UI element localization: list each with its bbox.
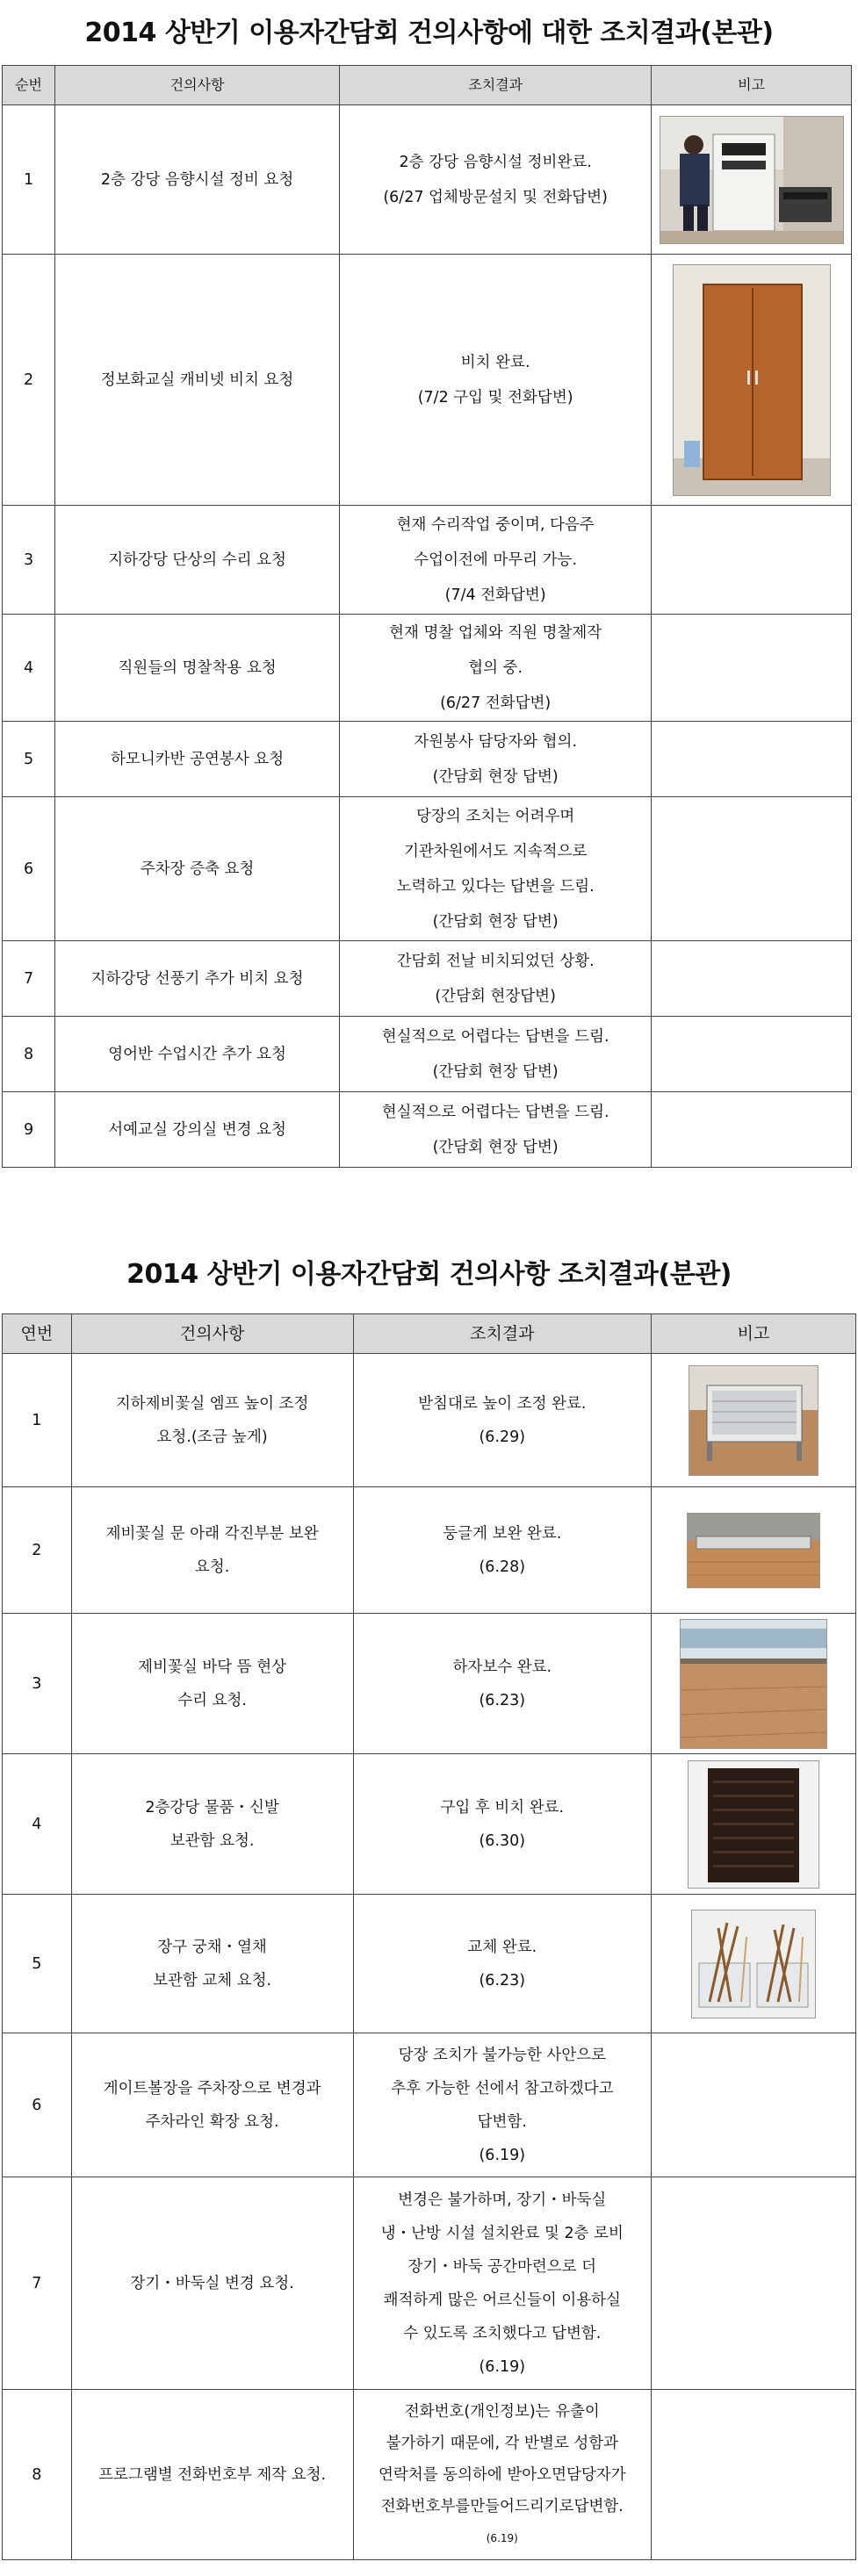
header-request: 건의사항 — [55, 66, 340, 105]
row-request: 2층 강당 음향시설 정비 요청 — [55, 105, 340, 255]
row-note — [652, 1017, 852, 1092]
row-note — [652, 2033, 856, 2177]
table-row — [3, 1354, 856, 1487]
row-result: 구입 후 비치 완료. (6.30) — [353, 1754, 652, 1895]
row-note — [652, 506, 852, 615]
row-request: 하모니카반 공연봉사 요청 — [55, 722, 340, 797]
shoe-cabinet-photo — [688, 1760, 819, 1889]
row-number: 1 — [3, 1354, 72, 1487]
row-note — [652, 1754, 856, 1895]
table-main-building — [2, 65, 852, 1168]
row-result: 변경은 불가하며, 장기・바둑실 냉・난방 시설 설치완료 및 2층 로비 장기・바둑 공간마련으로 더 쾌적하게 많은 어르신들이 이용하실 수 있도록 조치했다고 답변함. (6.19) — [353, 2177, 652, 2390]
row-request: 제비꽃실 바닥 뜸 현상 수리 요청. — [71, 1614, 353, 1754]
header-number: 순번 — [3, 66, 55, 105]
row-number: 6 — [3, 2033, 72, 2177]
row-request: 정보화교실 캐비넷 비치 요청 — [55, 255, 340, 506]
row-number: 5 — [3, 1895, 72, 2033]
row-result: 현재 명찰 업체와 직원 명찰제작 협의 중. (6/27 전화답변) — [340, 615, 652, 722]
row-request: 장기・바둑실 변경 요청. — [71, 2177, 353, 2390]
door-edge-photo — [687, 1513, 820, 1588]
table-header-row — [3, 66, 852, 105]
row-number: 5 — [3, 722, 55, 797]
table-row — [3, 105, 852, 255]
row-result: 하자보수 완료. (6.23) — [353, 1614, 652, 1754]
row-number: 1 — [3, 105, 55, 255]
row-request: 지하강당 단상의 수리 요청 — [55, 506, 340, 615]
row-note — [652, 615, 852, 722]
row-note — [652, 2177, 856, 2390]
table-row — [3, 1017, 852, 1092]
row-number: 2 — [3, 1487, 72, 1614]
row-result: 현실적으로 어렵다는 답변을 드림. (간담회 현장 답변) — [340, 1017, 652, 1092]
row-number: 3 — [3, 1614, 72, 1754]
row-note — [652, 797, 852, 941]
table-row — [3, 1754, 856, 1895]
row-result: 당장의 조치는 어려우며 기관차원에서도 지속적으로 노력하고 있다는 답변을 드림. (간담회 현장 답변) — [340, 797, 652, 941]
row-number: 8 — [3, 1017, 55, 1092]
header-note: 비고 — [652, 1314, 856, 1354]
header-result: 조치결과 — [340, 66, 652, 105]
table-row — [3, 1487, 856, 1614]
table-row — [3, 2033, 856, 2177]
row-note — [652, 722, 852, 797]
row-result: 자원봉사 담당자와 협의. (간담회 현장 답변) — [340, 722, 652, 797]
row-number: 7 — [3, 2177, 72, 2390]
floor-repair-photo — [680, 1619, 827, 1749]
row-request: 영어반 수업시간 추가 요청 — [55, 1017, 340, 1092]
cabinet-photo — [673, 264, 831, 496]
header-note: 비고 — [652, 66, 852, 105]
header-result: 조치결과 — [353, 1314, 652, 1354]
page-title-branch: 2014 상반기 이용자간담회 건의사항 조치결과(분관) — [126, 1259, 732, 1290]
row-note — [652, 1092, 852, 1168]
row-result: 당장 조치가 불가능한 사안으로 추후 가능한 선에서 참고하겠다고 답변함. (6.19) — [353, 2033, 652, 2177]
row-result: 현재 수리작업 중이며, 다음주 수업이전에 마무리 가능. (7/4 전화답변) — [340, 506, 652, 615]
row-note — [652, 1614, 856, 1754]
table-row — [3, 506, 852, 615]
row-request: 게이트볼장을 주차장으로 변경과 주차라인 확장 요청. — [71, 2033, 353, 2177]
table-row — [3, 2390, 856, 2560]
row-note — [652, 255, 852, 506]
row-number: 6 — [3, 797, 55, 941]
sound-equipment-photo — [660, 116, 844, 244]
table-row — [3, 1614, 856, 1754]
row-note — [652, 1895, 856, 2033]
table-row — [3, 255, 852, 506]
table-row — [3, 797, 852, 941]
row-request: 2층강당 물품・신발 보관함 요청. — [71, 1754, 353, 1895]
row-note — [652, 2390, 856, 2560]
row-note — [652, 941, 852, 1017]
row-result: 2층 강당 음향시설 정비완료. (6/27 업체방문설치 및 전화답변) — [340, 105, 652, 255]
table-branch — [2, 1313, 856, 2560]
row-number: 8 — [3, 2390, 72, 2560]
table-row — [3, 615, 852, 722]
header-request: 건의사항 — [71, 1314, 353, 1354]
row-request: 제비꽃실 문 아래 각진부분 보완 요청. — [71, 1487, 353, 1614]
row-note — [652, 1487, 856, 1614]
row-request: 프로그램별 전화번호부 제작 요청. — [71, 2390, 353, 2560]
table-row — [3, 1895, 856, 2033]
row-request: 서예교실 강의실 변경 요청 — [55, 1092, 340, 1168]
row-note — [652, 1354, 856, 1487]
row-request: 직원들의 명찰착용 요청 — [55, 615, 340, 722]
amplifier-stand-photo — [689, 1365, 818, 1476]
table-row — [3, 2177, 856, 2390]
row-result: 둥글게 보완 완료. (6.28) — [353, 1487, 652, 1614]
row-number: 7 — [3, 941, 55, 1017]
table-row — [3, 722, 852, 797]
header-number: 연번 — [3, 1314, 72, 1354]
row-request: 주차장 증축 요청 — [55, 797, 340, 941]
row-request: 지하제비꽃실 엠프 높이 조정 요청.(조금 높게) — [71, 1354, 353, 1487]
drumsticks-case-photo — [691, 1910, 816, 2018]
row-number: 4 — [3, 1754, 72, 1895]
row-result: 받침대로 높이 조정 완료. (6.29) — [353, 1354, 652, 1487]
row-request: 장구 궁채・열채 보관함 교체 요청. — [71, 1895, 353, 2033]
row-request: 지하강당 선풍기 추가 비치 요청 — [55, 941, 340, 1017]
row-number: 4 — [3, 615, 55, 722]
row-result: 간담회 전날 비치되었던 상황. (간담회 현장답변) — [340, 941, 652, 1017]
row-number: 2 — [3, 255, 55, 506]
page-title-main-building: 2014 상반기 이용자간담회 건의사항에 대한 조치결과(본관) — [84, 18, 774, 48]
row-number: 9 — [3, 1092, 55, 1168]
row-result: 비치 완료. (7/2 구입 및 전화답변) — [340, 255, 652, 506]
row-number: 3 — [3, 506, 55, 615]
row-result: 교체 완료. (6.23) — [353, 1895, 652, 2033]
row-note — [652, 105, 852, 255]
table-header-row — [3, 1314, 856, 1354]
row-result: 현실적으로 어렵다는 답변을 드림. (간담회 현장 답변) — [340, 1092, 652, 1168]
table-row — [3, 941, 852, 1017]
row-result: 전화번호(개인정보)는 유출이 불가하기 때문에, 각 반별로 성함과 연락처를 동의하에 받아오면담당자가 전화번호부를만들어드리기로답변함. (6.19) — [353, 2390, 652, 2560]
table-row — [3, 1092, 852, 1168]
